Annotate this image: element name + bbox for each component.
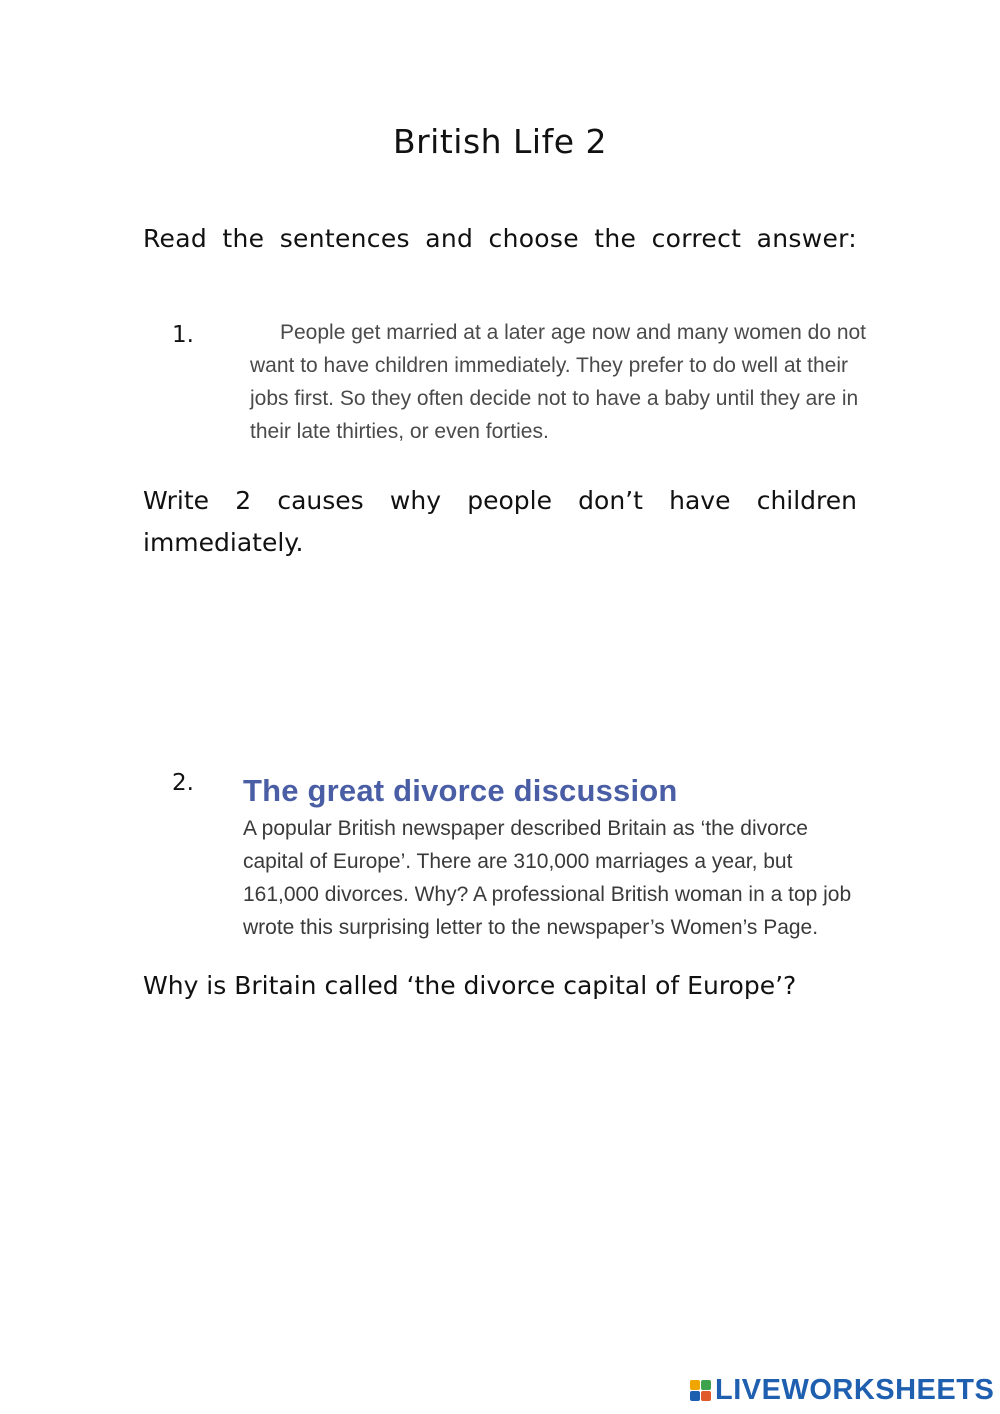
- question-1-excerpt: [250, 316, 950, 448]
- logo-grid-icon: [690, 1380, 711, 1401]
- excerpt-line: wrote this surprising letter to the newspaper’s Women’s Page.: [243, 916, 819, 939]
- liveworksheets-logo: [690, 1374, 994, 1406]
- logo-tile: [690, 1391, 700, 1401]
- question-1-prompt-line: immediately.: [143, 528, 304, 557]
- excerpt-line: capital of Europe’. There are 310,000 marriages a year, but: [243, 850, 793, 873]
- logo-tile: [701, 1391, 711, 1401]
- brand-text: LIVEWORKSHEETS: [715, 1373, 995, 1406]
- logo-tile: [690, 1380, 700, 1390]
- question-2-prompt: Why is Britain called ‘the divorce capital of Europe’?: [143, 971, 797, 1000]
- question-2-excerpt: [243, 770, 953, 944]
- excerpt-line: jobs first. So they often decide not to have a baby until they are in: [250, 387, 859, 410]
- excerpt-line: People get married at a later age now and many women do not: [280, 321, 867, 344]
- logo-tile: [701, 1380, 711, 1390]
- excerpt-heading: The great divorce discussion: [243, 773, 678, 808]
- question-1-number: 1.: [172, 322, 194, 348]
- page-title: British Life 2: [392, 122, 608, 161]
- excerpt-line: want to have children immediately. They prefer to do well at their: [250, 354, 849, 377]
- instruction-text: Read the sentences and choose the correct answer:: [143, 224, 857, 253]
- question-1-prompt: [143, 480, 857, 564]
- question-2-number: 2.: [172, 770, 194, 796]
- excerpt-line: 161,000 divorces. Why? A professional British woman in a top job: [243, 883, 852, 906]
- question-1-prompt-line: Write 2 causes why people don’t have children: [143, 486, 857, 515]
- excerpt-line: A popular British newspaper described Britain as ‘the divorce: [243, 817, 808, 840]
- excerpt-body: [243, 812, 953, 944]
- excerpt-line: their late thirties, or even forties.: [250, 420, 549, 443]
